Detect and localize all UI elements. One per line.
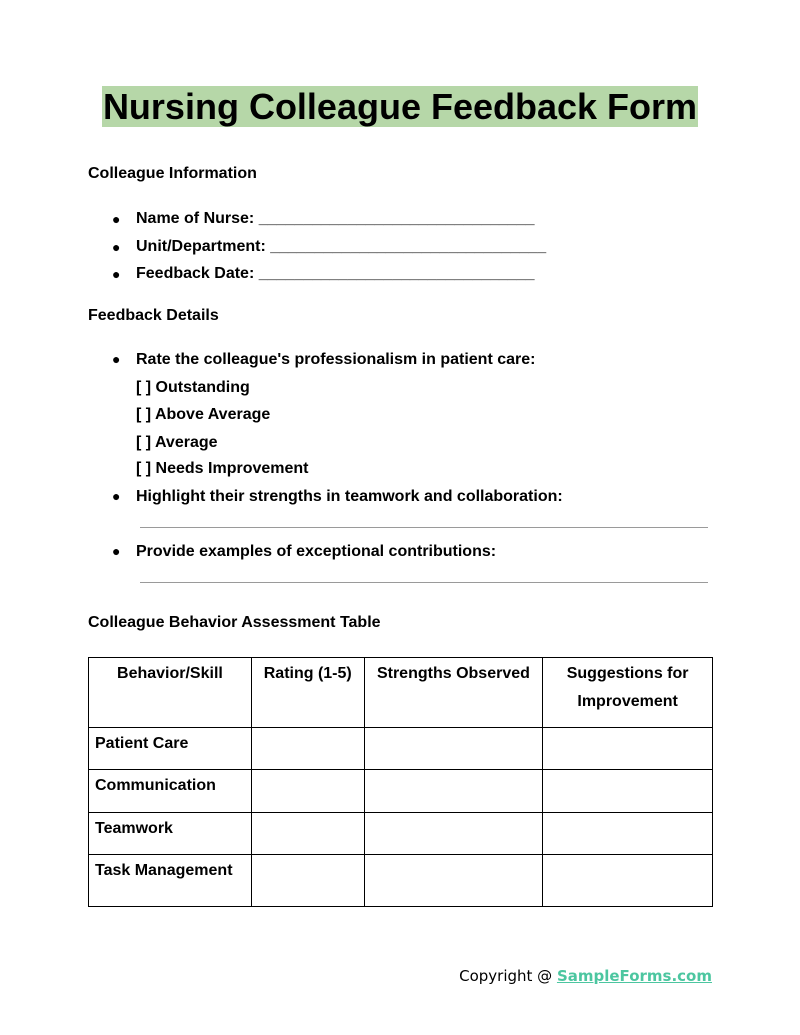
copyright-text: Copyright @ (459, 967, 557, 985)
suggestions-cell[interactable] (543, 813, 713, 855)
question-text: Rate the colleague's professionalism in patient care: (136, 351, 536, 368)
bullet-icon: ● (112, 238, 121, 255)
question-text: Provide examples of exceptional contributions: (136, 543, 497, 560)
table-row (89, 728, 713, 770)
column-header-suggestions: Suggestions for Improvement (543, 658, 713, 728)
rating-cell[interactable] (251, 770, 364, 813)
contributions-answer-line[interactable] (140, 582, 708, 583)
rating-cell[interactable] (251, 813, 364, 855)
field-label-date: Feedback Date: (136, 265, 255, 282)
option-above-average[interactable]: [ ] Above Average (136, 406, 271, 423)
column-header-behavior: Behavior/Skill (89, 658, 252, 728)
question-text: Highlight their strengths in teamwork and collaboration: (136, 488, 563, 505)
table-header-row (89, 658, 713, 728)
suggestions-cell[interactable] (543, 855, 713, 907)
assessment-table-heading: Colleague Behavior Assessment Table (88, 614, 381, 631)
suggestions-cell[interactable] (543, 770, 713, 813)
title-wrapper (0, 86, 800, 127)
colleague-info-list (112, 209, 546, 292)
feedback-details-heading: Feedback Details (88, 307, 219, 324)
suggestions-cell[interactable] (543, 728, 713, 770)
rating-cell[interactable] (251, 728, 364, 770)
row-label-patient-care: Patient Care (89, 728, 252, 770)
bullet-icon: ● (112, 211, 121, 227)
list-item (112, 264, 546, 292)
strengths-cell[interactable] (364, 770, 543, 813)
option-needs-improvement[interactable]: [ ] Needs Improvement (136, 460, 309, 477)
table-row (89, 855, 713, 907)
colleague-info-heading: Colleague Information (88, 165, 257, 182)
option-average[interactable]: [ ] Average (136, 434, 218, 451)
rating-cell[interactable] (251, 855, 364, 907)
field-label-name: Name of Nurse: (136, 210, 255, 227)
row-label-communication: Communication (89, 770, 252, 813)
field-label-unit: Unit/Department: (136, 237, 266, 255)
feedback-date-field[interactable]: _______________________________ (258, 265, 535, 282)
list-item (112, 237, 546, 265)
strengths-cell[interactable] (364, 813, 543, 855)
question-teamwork (112, 488, 563, 506)
bullet-icon: ● (112, 351, 121, 367)
table-row (89, 770, 713, 813)
bullet-icon: ● (112, 266, 121, 282)
teamwork-answer-line[interactable] (140, 527, 708, 528)
row-label-task-management: Task Management (89, 855, 252, 907)
page-title: Nursing Colleague Feedback Form (102, 86, 698, 127)
assessment-table (88, 657, 713, 907)
sampleforms-link[interactable]: SampleForms.com (556, 967, 712, 985)
bullet-icon: ● (112, 543, 121, 559)
option-outstanding[interactable]: [ ] Outstanding (136, 379, 250, 396)
column-header-rating: Rating (1-5) (251, 658, 364, 728)
column-header-strengths: Strengths Observed (364, 658, 543, 728)
strengths-cell[interactable] (364, 728, 543, 770)
question-contributions (112, 543, 496, 561)
row-label-teamwork: Teamwork (89, 813, 252, 855)
unit-department-field[interactable]: _______________________________ (270, 237, 547, 255)
list-item (112, 209, 546, 237)
table-row (89, 813, 713, 855)
name-of-nurse-field[interactable]: _______________________________ (258, 210, 535, 227)
strengths-cell[interactable] (364, 855, 543, 907)
footer-copyright (459, 967, 712, 985)
question-professionalism (112, 351, 535, 369)
bullet-icon: ● (112, 488, 121, 504)
